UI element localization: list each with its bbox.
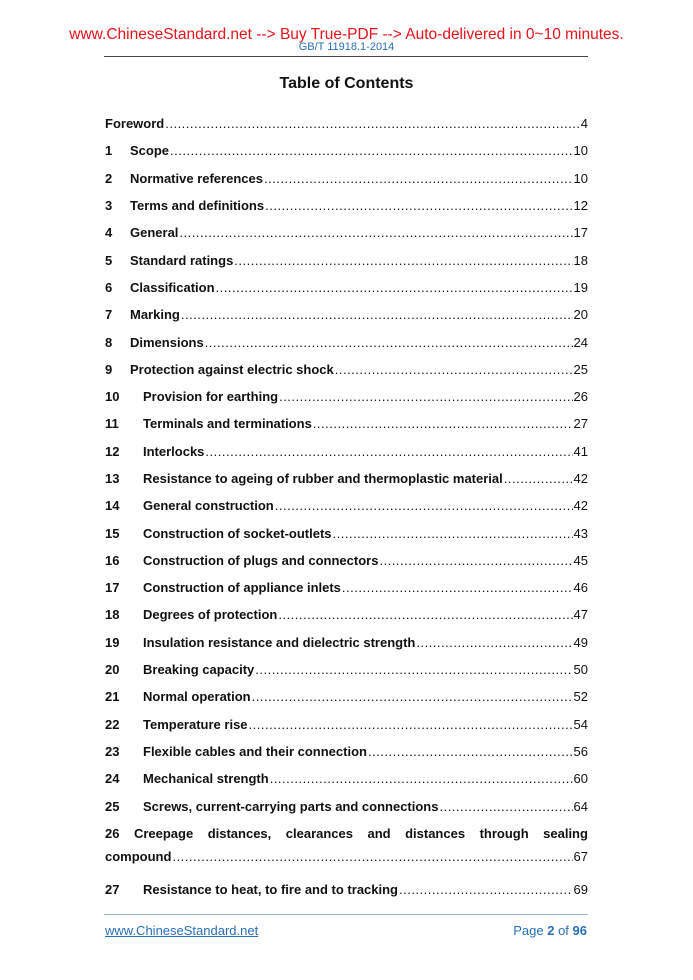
- toc-entry[interactable]: [105, 246, 588, 273]
- toc-entry-number: 10: [105, 389, 120, 405]
- toc-entry-page: 50: [573, 662, 588, 678]
- toc-entry-page: 64: [573, 798, 588, 814]
- toc-entry-number: 15: [105, 525, 120, 541]
- toc-leader-dots: [335, 362, 573, 377]
- toc-entry[interactable]: [105, 410, 588, 437]
- toc-leader-dots: [165, 116, 580, 131]
- toc-entry-label: Provision for earthing: [143, 389, 279, 405]
- toc-entry-label-word: distances: [405, 825, 466, 841]
- toc-entry-page: 18: [573, 252, 588, 268]
- toc-entry-number: 7: [105, 307, 113, 323]
- toc-entry[interactable]: [105, 274, 588, 301]
- toc-entry[interactable]: [105, 656, 588, 683]
- toc-entry-label-word: sealing: [543, 825, 588, 841]
- toc-entry-page: 17: [573, 225, 588, 241]
- toc-entry-label: Interlocks: [143, 443, 205, 459]
- toc-entry-number: 24: [105, 771, 120, 787]
- toc-entry-label: Classification: [130, 279, 215, 295]
- toc-entry-page: 25: [573, 361, 588, 377]
- toc-leader-dots: [181, 307, 573, 322]
- toc-entry-label: Construction of socket-outlets: [143, 525, 332, 541]
- toc-entry-page: 43: [573, 525, 588, 541]
- toc-leader-dots: [264, 171, 573, 186]
- page-indicator: [513, 923, 587, 938]
- toc-entry-label-word: Creepage: [133, 825, 194, 841]
- toc-leader-dots: [504, 471, 573, 486]
- toc-leader-dots: [439, 799, 572, 814]
- toc-entry-number: 13: [105, 471, 120, 486]
- toc-entry-number: 25: [105, 798, 120, 814]
- toc-entry-number: 18: [105, 607, 120, 623]
- toc-entry-number: 8: [105, 334, 113, 350]
- toc-entry-label: Mechanical strength: [143, 771, 269, 787]
- toc-leader-dots: [252, 689, 573, 704]
- toc-entry-page: 12: [573, 198, 588, 214]
- toc-entry-label: Protection against electric shock: [130, 361, 334, 377]
- toc-entry-page: 60: [573, 771, 588, 787]
- toc-entry-number: 5: [105, 252, 113, 268]
- toc-entry-page: 42: [573, 471, 588, 486]
- toc-entry-page: 10: [573, 170, 588, 186]
- toc-entry[interactable]: [105, 519, 588, 546]
- toc-leader-dots: [205, 335, 573, 350]
- toc-entry[interactable]: [105, 792, 588, 819]
- toc-entry-label-word: distances,: [207, 825, 272, 841]
- toc-leader-dots: [234, 253, 572, 268]
- toc-leader-dots: [275, 498, 573, 513]
- toc-entry-label: Degrees of protection: [143, 607, 278, 623]
- toc-leader-dots: [172, 849, 572, 864]
- toc-entry-label: Terms and definitions: [130, 198, 265, 214]
- toc-entry-number: 3: [105, 198, 113, 214]
- toc-entry-label-word: and: [367, 825, 391, 841]
- toc-entry-number: 20: [105, 662, 120, 678]
- toc-entry-number: 22: [105, 716, 120, 732]
- toc-entry-page: 42: [573, 498, 588, 514]
- toc-entry-number: 4: [105, 225, 113, 241]
- toc-leader-dots: [279, 389, 572, 404]
- toc-entry-page: 54: [573, 716, 588, 732]
- toc-entry-label: Dimensions: [130, 334, 204, 350]
- toc-entry[interactable]: [105, 820, 588, 876]
- toc-entry-number: 6: [105, 279, 113, 295]
- footer-site-link[interactable]: www.ChineseStandard.net: [105, 923, 259, 938]
- toc-entry[interactable]: [105, 137, 588, 164]
- toc-entry-label: Insulation resistance and dielectric strength: [143, 634, 416, 650]
- toc-entry[interactable]: [105, 574, 588, 601]
- toc-entry-number: 21: [105, 689, 120, 705]
- toc-entry[interactable]: [105, 876, 588, 903]
- toc-entry-number: 26: [105, 825, 120, 841]
- footer-divider: [104, 914, 588, 915]
- toc-entry[interactable]: [105, 438, 588, 465]
- toc-leader-dots: [342, 580, 573, 595]
- toc-entry-label: Resistance to ageing of rubber and thermoplastic material: [143, 471, 503, 486]
- toc-leader-dots: [255, 662, 572, 677]
- toc-entry-number: 14: [105, 498, 120, 514]
- toc-entry[interactable]: [105, 738, 588, 765]
- toc-entry[interactable]: [105, 765, 588, 792]
- toc-entry-page: 27: [573, 416, 588, 432]
- toc-entry-label: compound: [105, 849, 172, 865]
- toc-entry-page: 47: [573, 607, 588, 623]
- toc-entry-page: 26: [573, 389, 588, 405]
- toc-entry-page: 46: [573, 580, 588, 596]
- toc-leader-dots: [205, 444, 572, 459]
- toc-entry-number: 1: [105, 143, 113, 159]
- toc-leader-dots: [313, 416, 573, 431]
- toc-entry-page: 20: [573, 307, 588, 323]
- toc-entry-label: Flexible cables and their connection: [143, 743, 367, 759]
- toc-entry-label: Construction of appliance inlets: [143, 580, 341, 596]
- toc-leader-dots: [379, 553, 572, 568]
- toc-entry-page: 4: [580, 116, 588, 132]
- toc-entry[interactable]: [105, 683, 588, 710]
- table-of-contents: [105, 110, 588, 903]
- toc-entry[interactable]: [105, 165, 588, 192]
- toc-entry[interactable]: [105, 301, 588, 328]
- toc-entry[interactable]: [105, 492, 588, 519]
- toc-entry-label: Temperature rise: [143, 716, 248, 732]
- toc-entry[interactable]: [105, 356, 588, 383]
- toc-entry-foreword[interactable]: [105, 110, 588, 137]
- promo-banner-link[interactable]: www.ChineseStandard.net --> Buy True-PDF --> Auto-delivered in 0~10 minutes.: [69, 26, 624, 43]
- toc-entry-page: 49: [573, 634, 588, 650]
- toc-entry-label: Construction of plugs and connectors: [143, 552, 379, 568]
- toc-entry[interactable]: [105, 547, 588, 574]
- toc-entry-number: 12: [105, 443, 120, 459]
- toc-entry-label: Normative references: [130, 170, 263, 186]
- page-of: of: [558, 923, 569, 938]
- toc-entry-label: Screws, current-carrying parts and connections: [143, 798, 439, 814]
- toc-entry-label: General: [130, 225, 179, 241]
- page-title: Table of Contents: [279, 75, 414, 92]
- toc-entry-number: 17: [105, 580, 120, 596]
- toc-entry-number: 27: [105, 881, 120, 897]
- toc-leader-dots: [416, 635, 572, 650]
- toc-entry-number: 9: [105, 361, 113, 377]
- toc-entry-label-word: through: [479, 825, 529, 841]
- toc-entry-number: 2: [105, 170, 113, 186]
- toc-entry-label: Breaking capacity: [143, 662, 255, 678]
- page-prefix: Page: [513, 923, 544, 938]
- toc-entry-page: 10: [573, 143, 588, 159]
- current-page-number: 2: [547, 923, 555, 938]
- toc-entry[interactable]: [105, 465, 588, 492]
- toc-entry-page: 56: [573, 743, 588, 759]
- header-divider: [104, 56, 588, 57]
- toc-leader-dots: [278, 607, 572, 622]
- toc-entry-page: 24: [573, 334, 588, 350]
- toc-entry-label: Foreword: [105, 116, 165, 132]
- toc-entry[interactable]: [105, 328, 588, 355]
- toc-entry[interactable]: [105, 383, 588, 410]
- toc-entry-page: 67: [573, 849, 588, 865]
- toc-leader-dots: [265, 198, 572, 213]
- toc-entry-page: 19: [573, 279, 588, 295]
- standard-number: GB/T 11918.1-2014: [298, 41, 395, 53]
- toc-entry-label-word: clearances: [285, 825, 353, 841]
- toc-leader-dots: [333, 526, 573, 541]
- toc-leader-dots: [270, 771, 573, 786]
- toc-leader-dots: [368, 744, 573, 759]
- toc-entry-label: Standard ratings: [130, 252, 234, 268]
- toc-entry-page: 41: [573, 443, 588, 459]
- toc-entry-page: 45: [573, 552, 588, 568]
- toc-entry-label: Resistance to heat, to fire and to tracking: [143, 881, 398, 897]
- toc-leader-dots: [399, 882, 573, 897]
- toc-entry-label: Scope: [130, 143, 170, 159]
- toc-entry[interactable]: [105, 219, 588, 246]
- toc-entry[interactable]: [105, 629, 588, 656]
- toc-leader-dots: [179, 225, 572, 240]
- toc-entry-label: Normal operation: [143, 689, 251, 705]
- toc-entry-label: Marking: [130, 307, 180, 323]
- toc-entry[interactable]: [105, 711, 588, 738]
- toc-entry-number: 16: [105, 552, 120, 568]
- toc-entry[interactable]: [105, 601, 588, 628]
- toc-entry-page: 52: [573, 689, 588, 705]
- total-pages: 96: [572, 923, 587, 938]
- toc-entry-label: Terminals and terminations: [143, 416, 312, 432]
- toc-entry-number: 11: [105, 416, 119, 432]
- toc-leader-dots: [216, 280, 573, 295]
- toc-entry-label: General construction: [143, 498, 274, 514]
- toc-entry[interactable]: [105, 192, 588, 219]
- toc-entry-page: 69: [573, 881, 588, 897]
- toc-leader-dots: [249, 717, 573, 732]
- toc-entry-number: 19: [105, 634, 120, 650]
- toc-entry-number: 23: [105, 743, 120, 759]
- toc-leader-dots: [170, 143, 573, 158]
